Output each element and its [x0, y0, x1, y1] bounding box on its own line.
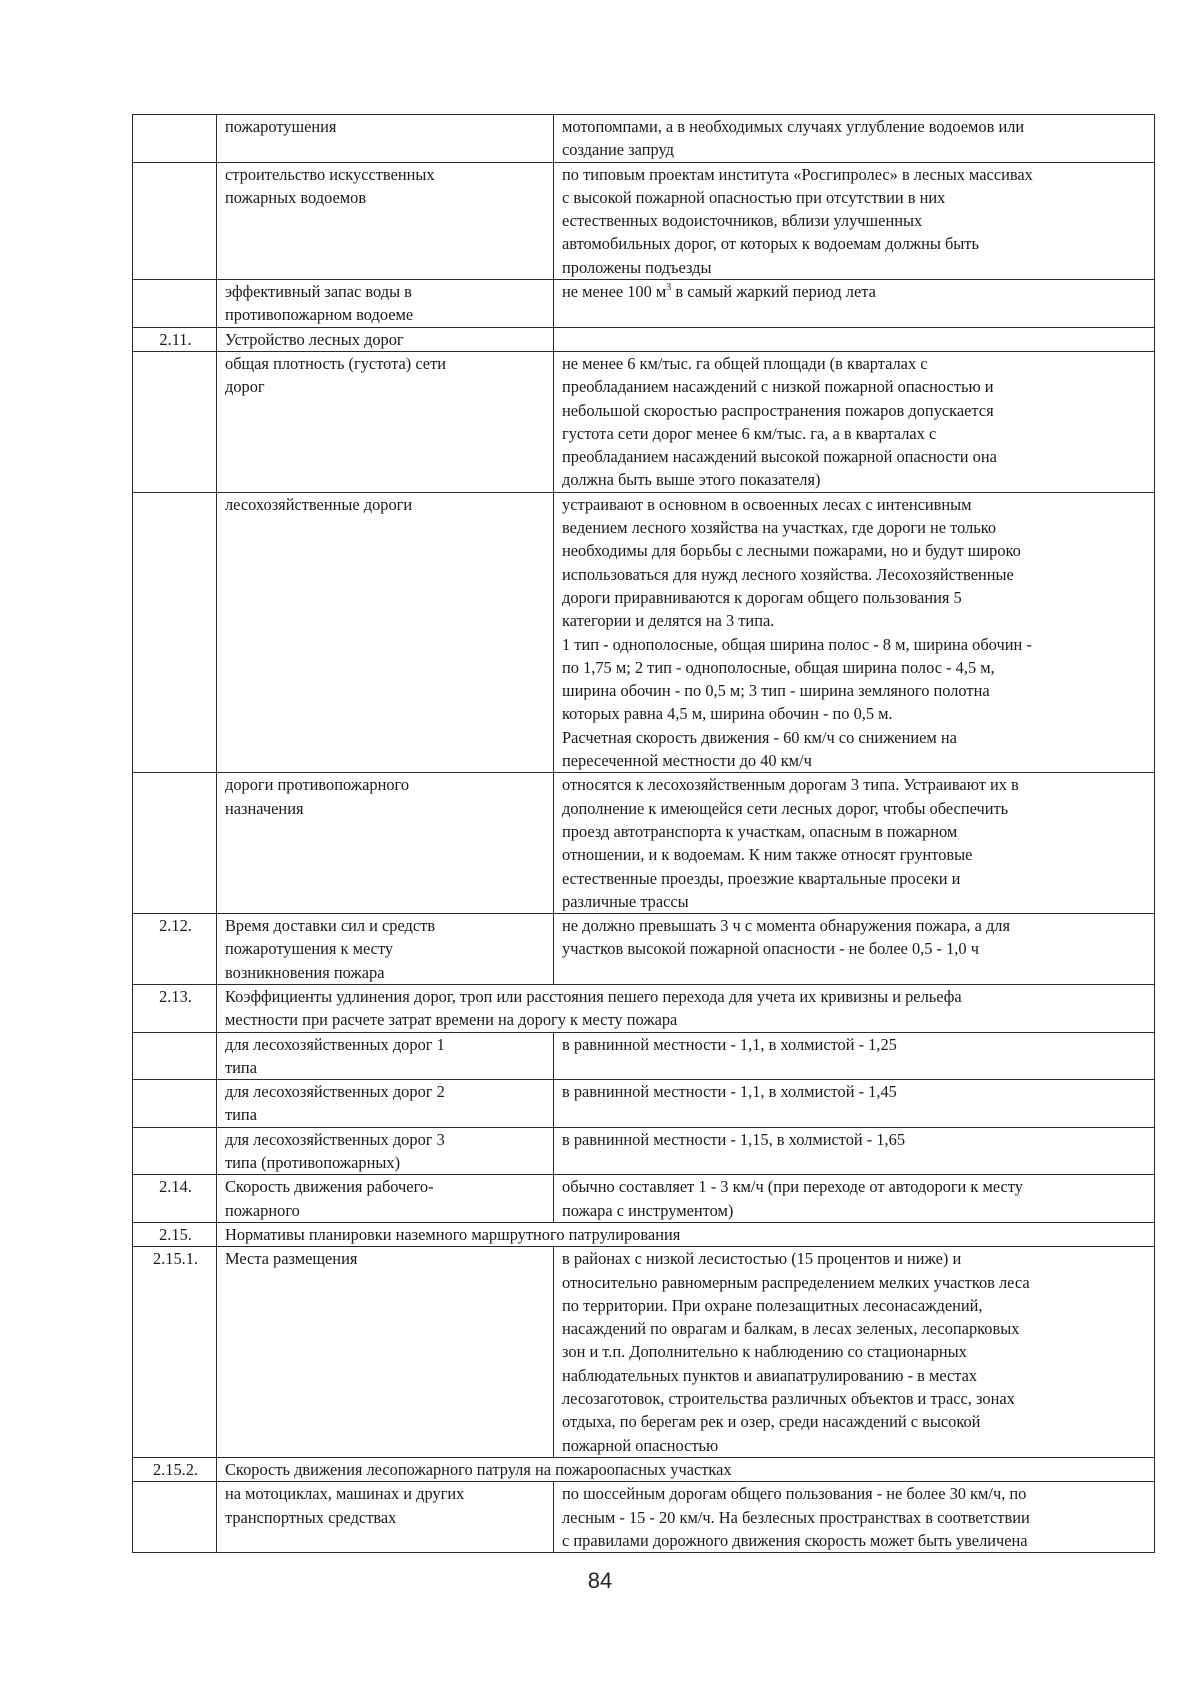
cell-line: пересеченной местности до 40 км/ч [562, 751, 812, 771]
cell-line: естественные проезды, проезжие квартальные просеки и [562, 868, 961, 888]
parameter-value-cell [554, 773, 1155, 914]
cell-line: по шоссейным дорогам общего пользования - не более 30 км/ч, по [562, 1484, 1027, 1504]
cell-line: противопожарном водоеме [225, 305, 414, 325]
item-number-cell: 2.15.2. [133, 1457, 217, 1481]
cell-line: ширина обочин - по 0,5 м; 3 тип - ширина земляного полотна [562, 681, 990, 701]
value-text: в самый жаркий период лета [671, 282, 876, 302]
cell-line: типа (противопожарных) [225, 1153, 401, 1173]
cell-line: использоваться для нужд лесного хозяйства. Лесохозяйственные [562, 564, 1014, 584]
table-row [133, 984, 1155, 1032]
parameter-name-cell [217, 1032, 554, 1080]
page-number: 84 [587, 1568, 613, 1593]
item-number-cell: 2.12. [133, 914, 217, 985]
cell-line: обычно составляет 1 - 3 км/ч (при переходе от автодороги к месту [562, 1177, 1023, 1197]
table-row [133, 914, 1155, 985]
parameter-name-cell [217, 773, 554, 914]
cell-line: типа [225, 1105, 257, 1125]
section-heading-cell [217, 1457, 1155, 1481]
cell-line: устраивают в основном в освоенных лесах с интенсивным [562, 494, 972, 514]
cell-line: создание запруд [562, 140, 674, 160]
cell-line: в равнинной местности - 1,1, в холмистой - 1,45 [562, 1082, 897, 1102]
cell-line: с правилами дорожного движения скорость может быть увеличена [562, 1530, 1028, 1550]
cell-line: преобладанием насаждений с низкой пожарной опасностью и [562, 377, 994, 397]
cell-line: строительство искусственных [225, 164, 435, 184]
parameter-name-cell [217, 1175, 554, 1223]
section-heading-cell [217, 984, 1155, 1032]
cell-line: пожаротушения [225, 117, 337, 136]
cell-line: дороги противопожарного [225, 775, 410, 795]
item-number-cell: 2.14. [133, 1175, 217, 1223]
table-row [133, 1032, 1155, 1080]
cell-line: густота сети дорог менее 6 км/тыс. га, а в кварталах с [562, 423, 937, 443]
parameter-value-cell [554, 162, 1155, 279]
cell-line: лесозаготовок, строительства различных объектов и трасс, зонах [562, 1389, 1015, 1409]
norms-table-body [133, 115, 1155, 1553]
cell-line: лесохозяйственные дороги [225, 494, 413, 514]
cell-line: пожара с инструментом) [562, 1200, 734, 1220]
parameter-value-cell [554, 492, 1155, 773]
cell-line: с высокой пожарной опасностью при отсутствии в них [562, 187, 946, 207]
table-row [133, 351, 1155, 492]
parameter-value-cell [554, 115, 1155, 163]
parameter-name-cell [217, 492, 554, 773]
cell-line: Скорость движения рабочего- [225, 1177, 434, 1197]
cell-line: относятся к лесохозяйственным дорогам 3 типа. Устраивают их в [562, 775, 1019, 795]
item-number-cell: 2.15. [133, 1222, 217, 1246]
cell-line: 1 тип - однополосные, общая ширина полос - 8 м, ширина обочин - [562, 634, 1032, 654]
cell-line: Расчетная скорость движения - 60 км/ч со снижением на [562, 727, 957, 747]
item-number-cell [133, 280, 217, 328]
cell-line: не менее 6 км/тыс. га общей площади (в кварталах с [562, 353, 928, 373]
item-number-cell [133, 1080, 217, 1128]
cell-line: пожарной опасностью [562, 1435, 719, 1455]
cell-line: в районах с низкой лесистостью (15 процентов и ниже) и [562, 1249, 962, 1269]
cell-line: эффективный запас воды в [225, 282, 412, 302]
cell-line: для лесохозяйственных дорог 2 [225, 1082, 445, 1102]
cell-line: не должно превышать 3 ч с момента обнаружения пожара, а для [562, 916, 1011, 936]
item-number-cell: 2.15.1. [133, 1247, 217, 1458]
parameter-name-cell [217, 1247, 554, 1458]
cell-line: типа [225, 1057, 257, 1077]
cell-line: небольшой скоростью распространения пожаров допускается [562, 400, 994, 420]
cell-line: должна быть выше этого показателя) [562, 470, 821, 490]
parameter-value-cell [554, 280, 1155, 328]
parameter-value-cell [554, 1247, 1155, 1458]
item-number-cell [133, 162, 217, 279]
cell-line: наблюдательных пунктов и авиапатрулированию - в местах [562, 1365, 978, 1385]
parameter-name-cell [217, 914, 554, 985]
cell-line: дороги приравниваются к дорогам общего пользования 5 [562, 587, 962, 607]
table-row [133, 492, 1155, 773]
parameter-name-cell [217, 1080, 554, 1128]
table-row [133, 327, 1155, 351]
cell-line: дорог [225, 377, 265, 397]
item-number-cell [133, 773, 217, 914]
table-row [133, 115, 1155, 163]
parameter-name-cell [217, 351, 554, 492]
cell-line: пожарного [225, 1200, 300, 1220]
norms-table [132, 114, 1155, 1553]
parameter-value-cell [554, 1080, 1155, 1128]
cell-line: лесным - 15 - 20 км/ч. На безлесных пространствах в соответствии [562, 1507, 1030, 1527]
cell-line: отношении, и к водоемам. К ним также относят грунтовые [562, 845, 973, 865]
item-number-cell [133, 115, 217, 163]
table-row [133, 1247, 1155, 1458]
cell-line: по территории. При охране полезащитных лесонасаждений, [562, 1295, 983, 1315]
item-number-cell [133, 492, 217, 773]
cell-line: необходимы для борьбы с лесными пожарами, но и будут широко [562, 541, 1021, 561]
parameter-value-cell [554, 1175, 1155, 1223]
cell-line: ведением лесного хозяйства на участках, где дороги не только [562, 518, 997, 538]
cell-line: участков высокой пожарной опасности - не более 0,5 - 1,0 ч [562, 939, 979, 959]
cell-line: пожарных водоемов [225, 187, 367, 207]
parameter-name-cell [217, 327, 554, 351]
item-number-cell [133, 351, 217, 492]
parameter-name-cell [217, 280, 554, 328]
parameter-value-cell [554, 1127, 1155, 1175]
cell-line: Места размещения [225, 1249, 358, 1269]
table-row [133, 1175, 1155, 1223]
table-row [133, 1222, 1155, 1246]
parameter-name-cell [217, 1127, 554, 1175]
parameter-value-cell [554, 1032, 1155, 1080]
cell-line: дополнение к имеющейся сети лесных дорог, чтобы обеспечить [562, 798, 1009, 818]
cell-line: для лесохозяйственных дорог 1 [225, 1034, 445, 1054]
parameter-value-cell [554, 327, 1155, 351]
unit-superscript: 3 [666, 281, 672, 293]
cell-line: которых равна 4,5 м, ширина обочин - по 0,5 м. [562, 704, 893, 724]
cell-line: транспортных средствах [225, 1507, 397, 1527]
table-row [133, 773, 1155, 914]
cell-line: Коэффициенты удлинения дорог, троп или расстояния пешего перехода для учета их кривизны и рельефа [225, 986, 962, 1006]
item-number-cell: 2.13. [133, 984, 217, 1032]
cell-line: автомобильных дорог, от которых к водоемам должны быть [562, 234, 979, 254]
cell-line: Нормативы планировки наземного маршрутного патрулирования [225, 1224, 681, 1244]
cell-line: категории и делятся на 3 типа. [562, 611, 775, 631]
cell-line: зон и т.п. Дополнительно к наблюдению со стационарных [562, 1342, 967, 1362]
parameter-value-cell [554, 914, 1155, 985]
table-row [133, 280, 1155, 328]
table-row [133, 1457, 1155, 1481]
cell-line: отдыха, по берегам рек и озер, среди насаждений с высокой [562, 1412, 981, 1432]
cell-line: различные трассы [562, 891, 689, 911]
section-heading-cell [217, 1222, 1155, 1246]
table-row [133, 162, 1155, 279]
parameter-value-cell [554, 1482, 1155, 1553]
cell-line: Устройство лесных дорог [225, 329, 404, 349]
table-row [133, 1127, 1155, 1175]
cell-line: естественных водоисточников, вблизи улучшенных [562, 211, 923, 231]
cell-line: возникновения пожара [225, 962, 385, 982]
cell-line [562, 280, 1148, 303]
table-row [133, 1080, 1155, 1128]
item-number-cell [133, 1482, 217, 1553]
cell-line: общая плотность (густота) сети [225, 353, 447, 373]
cell-line: мотопомпами, а в необходимых случаях углубление водоемов или [562, 117, 1025, 136]
cell-line: местности при расчете затрат времени на дорогу к месту пожара [225, 1010, 678, 1030]
table-row [133, 1482, 1155, 1553]
cell-line: назначения [225, 798, 304, 818]
cell-line: проложены подъезды [562, 257, 712, 277]
parameter-value-cell [554, 351, 1155, 492]
cell-line: по типовым проектам института «Росгипролес» в лесных массивах [562, 164, 1033, 184]
cell-line: относительно равномерным распределением мелких участков леса [562, 1272, 1030, 1292]
cell-line: проезд автотранспорта к участкам, опасным в пожарном [562, 821, 958, 841]
parameter-name-cell [217, 162, 554, 279]
item-number-cell: 2.11. [133, 327, 217, 351]
cell-line: в равнинной местности - 1,1, в холмистой - 1,25 [562, 1034, 897, 1054]
cell-line: Время доставки сил и средств [225, 916, 436, 936]
item-number-cell [133, 1127, 217, 1175]
cell-line: насаждений по оврагам и балкам, в лесах зеленых, лесопарковых [562, 1319, 1020, 1339]
cell-line: по 1,75 м; 2 тип - однополосные, общая ширина полос - 4,5 м, [562, 657, 995, 677]
value-text: не менее 100 м [562, 282, 667, 302]
cell-line: в равнинной местности - 1,15, в холмистой - 1,65 [562, 1129, 906, 1149]
cell-line: преобладанием насаждений высокой пожарной опасности она [562, 447, 997, 467]
cell-line: Скорость движения лесопожарного патруля на пожароопасных участках [225, 1459, 732, 1479]
parameter-name-cell [217, 1482, 554, 1553]
cell-line: пожаротушения к месту [225, 939, 394, 959]
cell-line: для лесохозяйственных дорог 3 [225, 1129, 445, 1149]
parameter-name-cell [217, 115, 554, 163]
cell-line: на мотоциклах, машинах и других [225, 1484, 465, 1504]
item-number-cell [133, 1032, 217, 1080]
